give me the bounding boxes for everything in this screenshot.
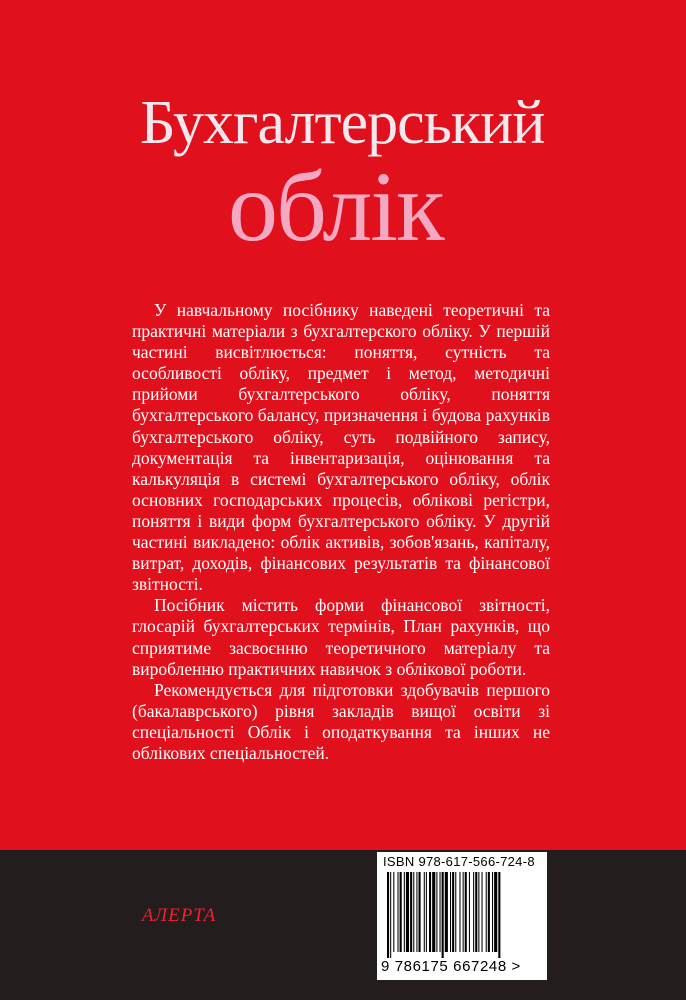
- description-paragraph-1: У навчальному посібнику наведені теоретичні та практичні матеріали з бухгалтерского обліку. У першій частині висвітлюється: поняття, сутність та особливості обліку, предмет і метод, методичні прийоми бухгалтерського обліку, поняття бухгалтерського балансу, призначення і будова рахунків бухгалтерського обліку, суть подвійного запису, документація та інвентаризація, оцінювання та калькуляція в системі бухгалтерського обліку, облік основних господарських процесів, облікові регістри, поняття і види форм бухгалтерського обліку. У другій частині викладено: облік активів, зобов'язань, капіталу, витрат, доходів, фінансових результатів та фінансової звітності.: [132, 300, 550, 595]
- barcode-digits: 9 786175 667248 >: [381, 958, 521, 975]
- description-paragraph-2: Посібник містить форми фінансової звітності, глосарій бухгалтерських термінів, План рахунків, що сприятиме засвоєнню теоретичного матеріалу та виробленню практичних навичок з облікової роботи.: [132, 595, 550, 679]
- barcode-icon: [385, 872, 535, 958]
- barcode-panel: [377, 852, 547, 980]
- description-paragraph-3: Рекомендується для підготовки здобувачів першого (бакалаврського) рівня закладів вищої освіти зі спеціальності Облік і оподаткування та інших не облікових спеціальностей.: [132, 679, 550, 763]
- title-line-2: облік: [228, 151, 443, 262]
- publisher-logo: АЛЕРТА: [142, 905, 217, 926]
- isbn-label: ISBN 978-617-566-724-8: [383, 854, 535, 869]
- title-line-1: Бухгалтерський: [140, 89, 545, 157]
- description-text: [132, 300, 550, 764]
- bottom-dark-band: [0, 850, 686, 1000]
